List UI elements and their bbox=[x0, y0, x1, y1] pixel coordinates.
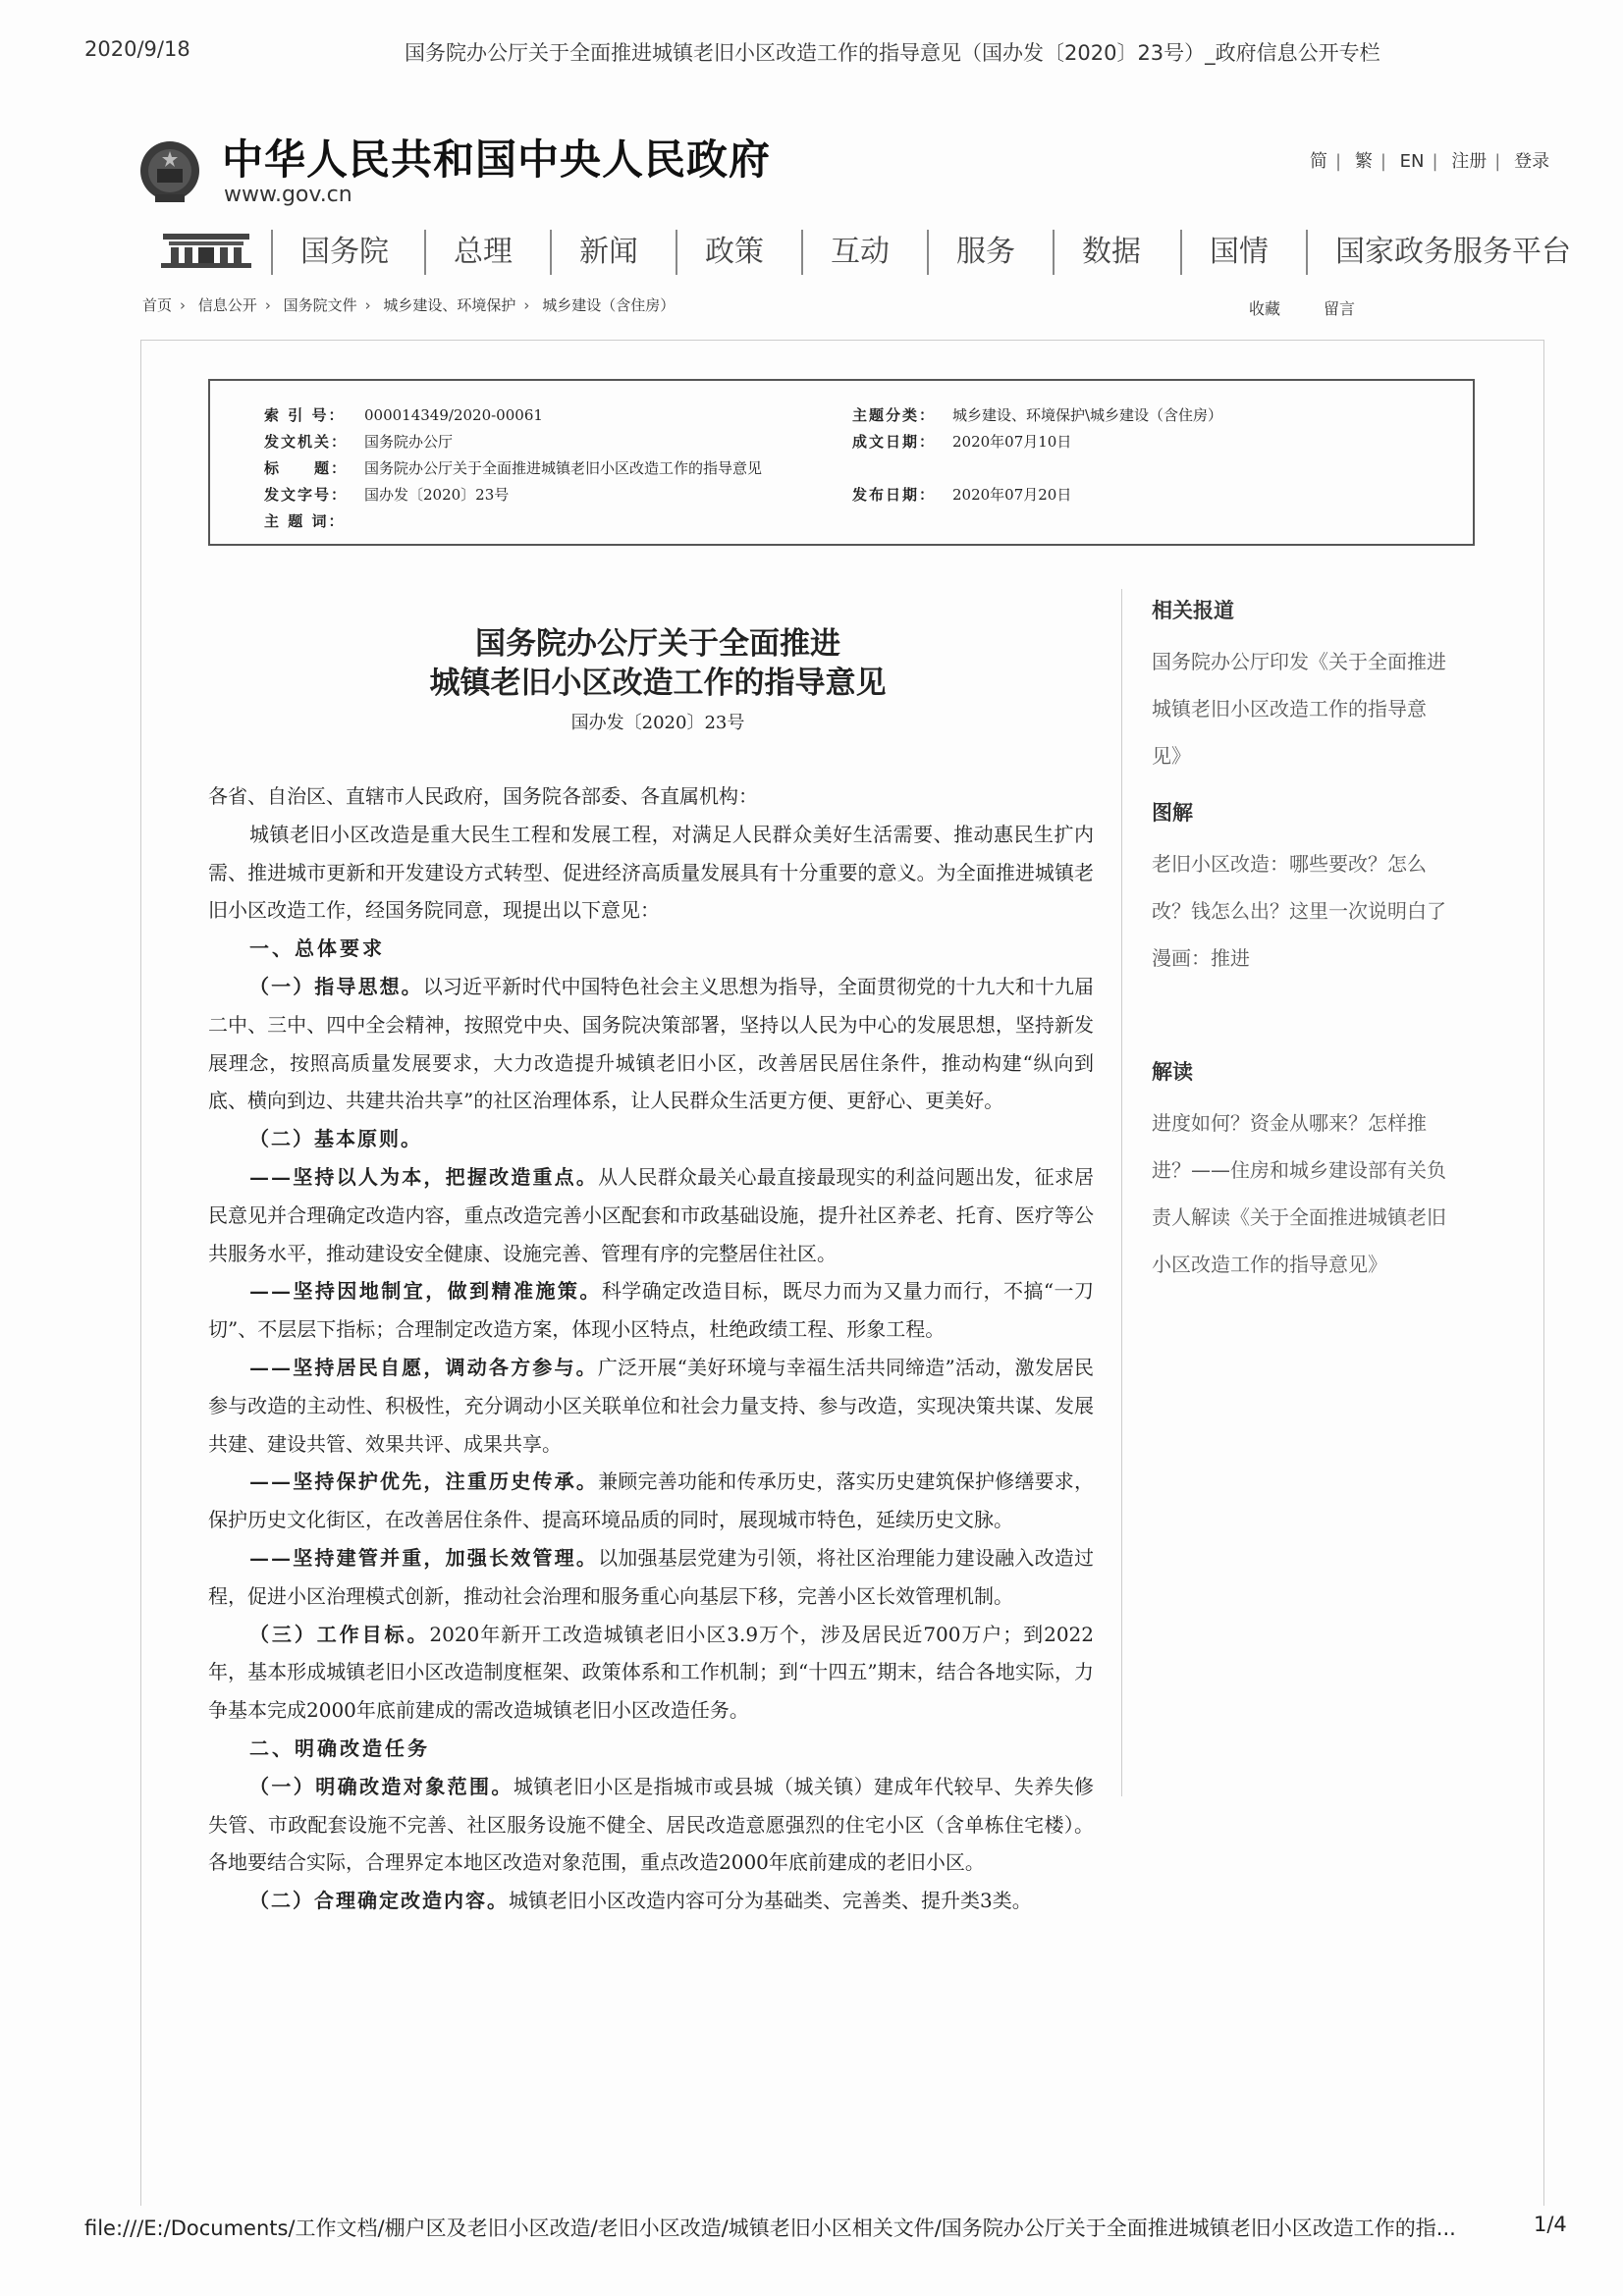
document-title-line2: 城镇老旧小区改造工作的指导意见 bbox=[429, 666, 887, 701]
meta-issuer: 发文机关： 国务院办公厅 bbox=[264, 433, 454, 451]
graphic-section bbox=[1152, 797, 1446, 982]
paragraph-text: 2020年新开工改造城镇老旧小区3.9万个，涉及居民近700万户；到2022年，基本形成城镇老旧小区改造制度框架、政策体系和工作机制；到“十四五”期末，结合各地实际，力争基本完成2000年底前建成的需改造城镇老旧小区改造任务。 bbox=[208, 1622, 1095, 1723]
language-links: 简 | 繁 | EN | 注册 | 登录 bbox=[1310, 151, 1550, 172]
body-paragraph bbox=[208, 1882, 1094, 1920]
paragraph-text: 各省、自治区、直辖市人民政府，国务院各部委、各直属机构： bbox=[208, 784, 758, 808]
print-footer bbox=[0, 2207, 1623, 2242]
site-url: www.gov.cn bbox=[224, 183, 352, 207]
paragraph-lead: （一）指导思想。 bbox=[249, 974, 423, 998]
chevron-right-icon: › bbox=[180, 296, 187, 314]
comment-link[interactable]: 留言 bbox=[1324, 299, 1356, 318]
meta-category: 主题分类： 城乡建设、环境保护\城乡建设（含住房） bbox=[852, 406, 1223, 424]
paragraph-text: 以加强基层党建为引领，将社区治理能力建设融入改造过程，促进小区治理模式创新，推动社会治理和服务重心向基层下移，完善小区长效管理机制。 bbox=[208, 1545, 1095, 1608]
breadcrumb bbox=[142, 294, 675, 315]
interpretation-section bbox=[1152, 1056, 1446, 1288]
paragraph-lead: （三）工作目标。 bbox=[249, 1622, 430, 1646]
paragraph-text: 城镇老旧小区改造是重大民生工程和发展工程，对满足人民群众美好生活需要、推动惠民生扩内需、推进城市更新和开发建设方式转型、促进经济高质量发展具有十分重要的意义。为全面推进城镇老旧小区改造工作，经国务院同意，现提出以下意见： bbox=[208, 822, 1094, 923]
paragraph-lead: ——坚持建管并重，加强长效管理。 bbox=[249, 1545, 599, 1570]
paragraph-text: 一、总体要求 bbox=[249, 936, 385, 961]
print-header bbox=[0, 31, 1623, 71]
nav-item-national-info[interactable]: 国情 bbox=[1180, 230, 1269, 275]
meta-title: 标 题： 国务院办公厅关于全面推进城镇老旧小区改造工作的指导意见 bbox=[264, 459, 763, 477]
document-body bbox=[208, 777, 1094, 1920]
paragraph-lead: ——坚持保护优先，注重历史传承。 bbox=[249, 1469, 599, 1494]
nav-item-interaction[interactable]: 互动 bbox=[801, 230, 890, 275]
page-actions bbox=[1249, 296, 1398, 319]
paragraph-text: 以习近平新时代中国特色社会主义思想为指导，全面贯彻党的十九大和十九届二中、三中、四中全会精神，按照党中央、国务院决策部署，坚持以人民为中心的发展思想，坚持新发展理念，按照高质量发展要求，大力改造提升城镇老旧小区，改善居民居住条件，推动构建“纵向到底、横向到边、共建共治共享”的社区治理体系，让人民群众生活更方便、更舒心、更美好。 bbox=[208, 974, 1095, 1113]
chevron-right-icon: › bbox=[264, 296, 271, 314]
site-name[interactable]: 中华人民共和国中央人民政府 bbox=[222, 135, 772, 184]
body-paragraph bbox=[208, 777, 1094, 816]
meta-subject: 主 题 词： bbox=[264, 512, 346, 530]
body-paragraph bbox=[208, 1272, 1094, 1349]
document-title bbox=[245, 624, 1070, 703]
interpretation-heading: 解读 bbox=[1152, 1060, 1193, 1084]
breadcrumb-urban-environment[interactable]: 城乡建设、环境保护 bbox=[383, 296, 516, 314]
interpretation-link[interactable]: 进度如何？资金从哪来？怎样推进？——住房和城乡建设部有关负责人解读《关于全面推进城镇老旧小区改造工作的指导意见》 bbox=[1152, 1111, 1446, 1276]
paragraph-text: 二、明确改造任务 bbox=[249, 1735, 430, 1760]
body-paragraph bbox=[208, 1616, 1094, 1730]
graphic-link-2[interactable]: 漫画：推进 bbox=[1152, 946, 1250, 970]
lang-traditional-link[interactable]: 繁 bbox=[1354, 151, 1373, 172]
print-file-path: file:///E:/Documents/工作文档/棚户区及老旧小区改造/老旧小区改造/城镇老旧小区相关文件/国务院办公厅关于全面推进城镇老旧小区改造工作的指... bbox=[84, 2216, 1456, 2240]
body-paragraph bbox=[208, 1768, 1094, 1882]
nav-item-data[interactable]: 数据 bbox=[1053, 230, 1141, 275]
related-section bbox=[1152, 595, 1446, 779]
paragraph-lead: （二）合理确定改造内容。 bbox=[249, 1889, 509, 1913]
paragraph-text: 从人民群众最关心最直接最现实的利益问题出发，征求居民意见并合理确定改造内容，重点改造完善小区配套和市政基础设施，提升社区养老、托育、医疗等公共服务水平，推动建设安全健康、设施完善、管理有序的完整居住社区。 bbox=[208, 1164, 1095, 1265]
breadcrumb-info-disclosure[interactable]: 信息公开 bbox=[197, 296, 257, 314]
paragraph-lead: （二）基本原则。 bbox=[249, 1127, 422, 1151]
lang-english-link[interactable]: EN bbox=[1399, 151, 1425, 172]
paragraph-text: 城镇老旧小区是指城市或县城（城关镇）建成年代较早、失养失修失管、市政配套设施不完善、社区服务设施不健全、居民改造意愿强烈的住宅小区（含单栋住宅楼）。各地要结合实际，合理界定本地区改造对象范围，重点改造2000年底前建成的老旧小区。 bbox=[208, 1774, 1095, 1875]
paragraph-text: 广泛开展“美好环境与幸福生活共同缔造”活动，激发居民参与改造的主动性、积极性，充分调动小区关联单位和社会力量支持、参与改造，实现决策共谋、发展共建、建设共管、效果共评、成果共享。 bbox=[208, 1355, 1095, 1456]
paragraph-lead: （一）明确改造对象范围。 bbox=[249, 1774, 514, 1798]
body-paragraph bbox=[208, 968, 1094, 1120]
document-metadata bbox=[208, 379, 1475, 546]
lang-simplified-link[interactable]: 简 bbox=[1310, 151, 1327, 172]
body-paragraph bbox=[208, 1349, 1094, 1463]
meta-created-date: 成文日期： 2020年07月10日 bbox=[852, 433, 1072, 451]
body-paragraph bbox=[208, 1463, 1094, 1539]
national-emblem-icon[interactable] bbox=[137, 137, 202, 206]
paragraph-lead: ——坚持以人为本，把握改造重点。 bbox=[249, 1164, 599, 1189]
breadcrumb-council-docs[interactable]: 国务院文件 bbox=[283, 296, 357, 314]
print-page-number: 1/4 bbox=[1534, 2213, 1567, 2236]
breadcrumb-home[interactable]: 首页 bbox=[142, 296, 173, 314]
related-link[interactable]: 国务院办公厅印发《关于全面推进城镇老旧小区改造工作的指导意见》 bbox=[1152, 650, 1446, 768]
chevron-right-icon: › bbox=[364, 296, 371, 314]
nav-item-gov-service-platform[interactable]: 国家政务服务平台 bbox=[1306, 230, 1571, 275]
meta-index: 索 引 号： 000014349/2020-00061 bbox=[264, 406, 543, 424]
related-sidebar bbox=[1121, 589, 1476, 1796]
graphic-link-1[interactable]: 老旧小区改造：哪些要改？怎么改？钱怎么出？这里一次说明白了 bbox=[1152, 852, 1446, 923]
nav-item-news[interactable]: 新闻 bbox=[550, 230, 638, 275]
nav-item-policy[interactable]: 政策 bbox=[676, 230, 764, 275]
body-paragraph bbox=[208, 1120, 1094, 1158]
nav-item-services[interactable]: 服务 bbox=[927, 230, 1015, 275]
favorite-link[interactable]: 收藏 bbox=[1249, 299, 1281, 318]
related-heading: 相关报道 bbox=[1152, 599, 1234, 622]
nav-item-premier[interactable]: 总理 bbox=[424, 230, 513, 275]
paragraph-lead: ——坚持因地制宜，做到精准施策。 bbox=[249, 1279, 602, 1304]
section-heading bbox=[208, 930, 1094, 968]
body-paragraph bbox=[208, 1158, 1094, 1272]
document-title-line1: 国务院办公厅关于全面推进 bbox=[475, 626, 840, 662]
document-number: 国办发〔2020〕23号 bbox=[570, 713, 745, 733]
breadcrumb-urban-housing[interactable]: 城乡建设（含住房） bbox=[542, 296, 676, 314]
register-link[interactable]: 注册 bbox=[1451, 151, 1488, 172]
meta-doc-number: 发文字号： 国办发〔2020〕23号 bbox=[264, 486, 510, 504]
nav-item-state-council[interactable]: 国务院 bbox=[271, 230, 389, 275]
print-date: 2020/9/18 bbox=[84, 37, 190, 61]
print-page-title: 国务院办公厅关于全面推进城镇老旧小区改造工作的指导意见（国办发〔2020〕23号）_政府信息公开专栏 bbox=[405, 41, 1380, 65]
paragraph-text: 兼顾完善功能和传承历史，落实历史建筑保护修缮要求，保护历史文化街区，在改善居住条件、提高环境品质的同时，展现城市特色，延续历史文脉。 bbox=[208, 1469, 1095, 1532]
body-paragraph bbox=[208, 816, 1094, 930]
section-heading bbox=[208, 1730, 1094, 1768]
paragraph-lead: ——坚持居民自愿，调动各方参与。 bbox=[249, 1355, 598, 1379]
body-paragraph bbox=[208, 1539, 1094, 1616]
paragraph-text: 科学确定改造目标，既尽力而为又量力而行，不搞“一刀切”、不层层下指标；合理制定改造方案，体现小区特点，杜绝政绩工程、形象工程。 bbox=[208, 1279, 1095, 1342]
paragraph-text: 城镇老旧小区改造内容可分为基础类、完善类、提升类3类。 bbox=[509, 1889, 1032, 1913]
meta-published-date: 发布日期： 2020年07月20日 bbox=[852, 486, 1072, 504]
home-building-icon[interactable] bbox=[159, 232, 253, 269]
main-nav bbox=[147, 224, 1571, 281]
chevron-right-icon: › bbox=[523, 296, 530, 314]
graphic-heading: 图解 bbox=[1152, 801, 1193, 825]
login-link[interactable]: 登录 bbox=[1514, 151, 1550, 172]
